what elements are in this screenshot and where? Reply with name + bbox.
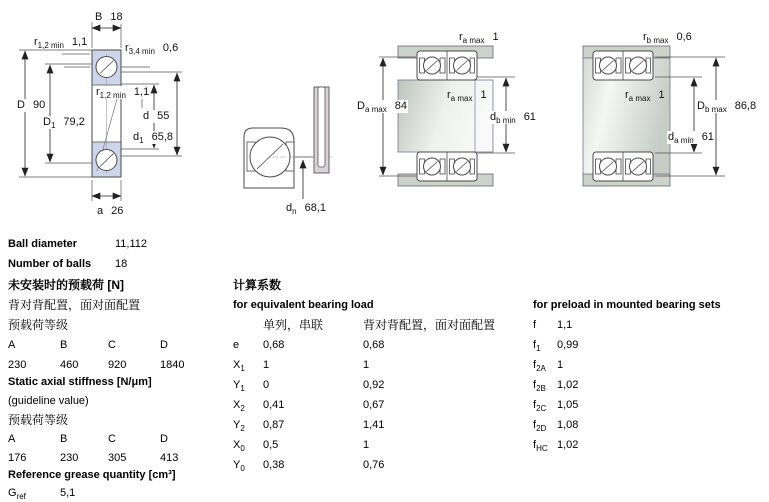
row-label: $X_2$ [233,399,245,413]
table-row [533,435,769,455]
cell: 0,68 [263,339,285,351]
dim-label-a: a 26 [97,205,124,217]
col-header: C [108,339,116,351]
col-header: 背对背配置，面对面配置 [363,318,496,332]
row-label: $f_{2C}$ [533,399,547,413]
section-subtitle: for equivalent bearing load [233,299,374,311]
row-label: f [533,319,537,331]
spec-row-number-of-balls [8,254,147,274]
spec-value: 18 [115,258,128,270]
row-label: $G_{ref}$ [8,487,26,501]
drawing-bearing-pair-shaft [583,46,725,186]
row-label: $f_{2A}$ [533,359,546,373]
dim-label-r12-top: $r_{1,2 min}$ 1,1 [34,36,88,50]
table-row [533,375,769,395]
dim-label-D1: $D_1$ 79,2 [43,116,85,130]
cell: 1840 [160,359,185,371]
row-label: e [233,339,240,351]
dim-label-r34: $r_{3,4 min}$ 0,6 [125,42,179,56]
table-row [233,335,523,355]
table-row [233,395,523,415]
spec-value: 11,112 [115,238,148,250]
col-header: D [160,339,168,351]
dim-label-rb-max: $r_{b max}$ 0,6 [643,31,692,45]
col-header: A [8,433,16,445]
spacer [233,315,263,335]
cell: 460 [60,359,79,371]
dim-label-ra-mid-housing: $r_{a max}$ 1 [447,89,487,103]
section-subtitle: 背对背配置，面对面配置 [8,298,141,312]
table-row [8,355,228,375]
section-title: for preload in mounted bearing sets [533,299,721,311]
preload-unmounted-section [8,275,228,375]
section-title: Static axial stiffness [N/μm] [8,376,152,388]
dim-label-db-min: $d_{b min}$ 61 [490,111,536,125]
table-row [8,484,228,502]
row-label: $Y_1$ [233,379,245,393]
dim-label-B: B 18 [95,11,123,23]
row-label: $f_{HC}$ [533,439,548,453]
cell: 1,08 [557,419,579,431]
spec-label: Number of balls [8,258,92,270]
cell: 1,02 [557,379,579,391]
col-header: B [60,339,68,351]
cell: 1 [263,359,270,371]
section-subtitle: (guideline value) [8,395,89,407]
row-label: $f_{2D}$ [533,419,547,433]
spec-row-ball-diameter [8,234,147,254]
table-header-row [8,430,228,449]
row-label: $X_0$ [233,439,245,453]
col-header: 单列，串联 [263,318,324,332]
cell: 920 [108,359,127,371]
cell: 0,76 [363,459,385,471]
table-header-row [233,315,523,335]
cell: 1,41 [363,419,385,431]
table-row [233,435,523,455]
col-header: B [60,433,68,445]
row-label: $X_1$ [233,359,245,373]
cell: 1,1 [557,319,573,331]
cell: 230 [60,452,79,464]
general-specs [8,234,147,274]
dim-label-r12-mid: $r_{1,2 min}$ 1,1 [96,86,150,100]
dim-label-Da-max: $D_{a max}$ 84 [357,100,407,114]
drawing-bearing-abutment [244,87,332,199]
dim-label-d1: $d_1$ 65,8 [133,131,173,145]
col-header: A [8,339,16,351]
section-title: Reference grease quantity [cm³] [8,469,176,481]
dim-label-Db-max: $D_{b max}$ 86,8 [697,100,757,114]
dim-label-ra-top: $r_{a max}$ 1 [459,31,499,45]
row-label: $f_{2B}$ [533,379,546,393]
row-label: $f_1$ [533,339,541,353]
cell: 1 [363,439,370,451]
dim-label-dn: $d_n$ 68,1 [286,202,326,216]
table-row [233,355,523,375]
dim-label-da-min: $d_{a min}$ 61 [668,131,714,145]
cell: 0,87 [263,419,285,431]
cell: 5,1 [60,487,76,499]
cell: 0,68 [363,339,385,351]
col-header: D [160,433,168,445]
table-header-row [8,335,228,355]
table-row [533,335,769,355]
section-title: 计算系数 [233,278,282,292]
preload-mounted-section [533,295,769,455]
cell: 0,92 [363,379,385,391]
preload-class-label: 预载荷等级 [8,318,69,332]
table-row [533,315,769,335]
cell: 0,41 [263,399,285,411]
cell: 1,02 [557,439,579,451]
cell: 176 [8,452,27,464]
table-row [233,455,523,475]
table-row [533,355,769,375]
cell: 413 [160,452,179,464]
table-row [233,415,523,435]
cell: 1,05 [557,399,579,411]
calc-factors-section [233,275,523,475]
col-header: C [108,433,116,445]
dim-label-D: D 90 [17,99,46,111]
cell: 0,67 [363,399,385,411]
dim-label-ra-mid-shaft: $r_{a max}$ 1 [625,89,665,103]
row-label: $Y_0$ [233,459,245,473]
table-row [233,375,523,395]
section-title: 未安装时的预载荷 [N] [8,278,124,292]
stiffness-section [8,373,228,468]
dim-label-d: d 55 [143,110,170,122]
table-row [533,415,769,435]
cell: 1 [363,359,370,371]
cell: 0,38 [263,459,285,471]
row-label: $Y_2$ [233,419,245,433]
spec-label: Ball diameter [8,238,78,250]
cell: 0 [263,379,270,391]
cell: 1 [557,359,564,371]
cell: 0,99 [557,339,579,351]
cell: 0,5 [263,439,279,451]
cell: 305 [108,452,127,464]
cell: 230 [8,359,27,371]
table-row [533,395,769,415]
preload-class-label: 预载荷等级 [8,413,69,427]
grease-section [8,466,228,502]
